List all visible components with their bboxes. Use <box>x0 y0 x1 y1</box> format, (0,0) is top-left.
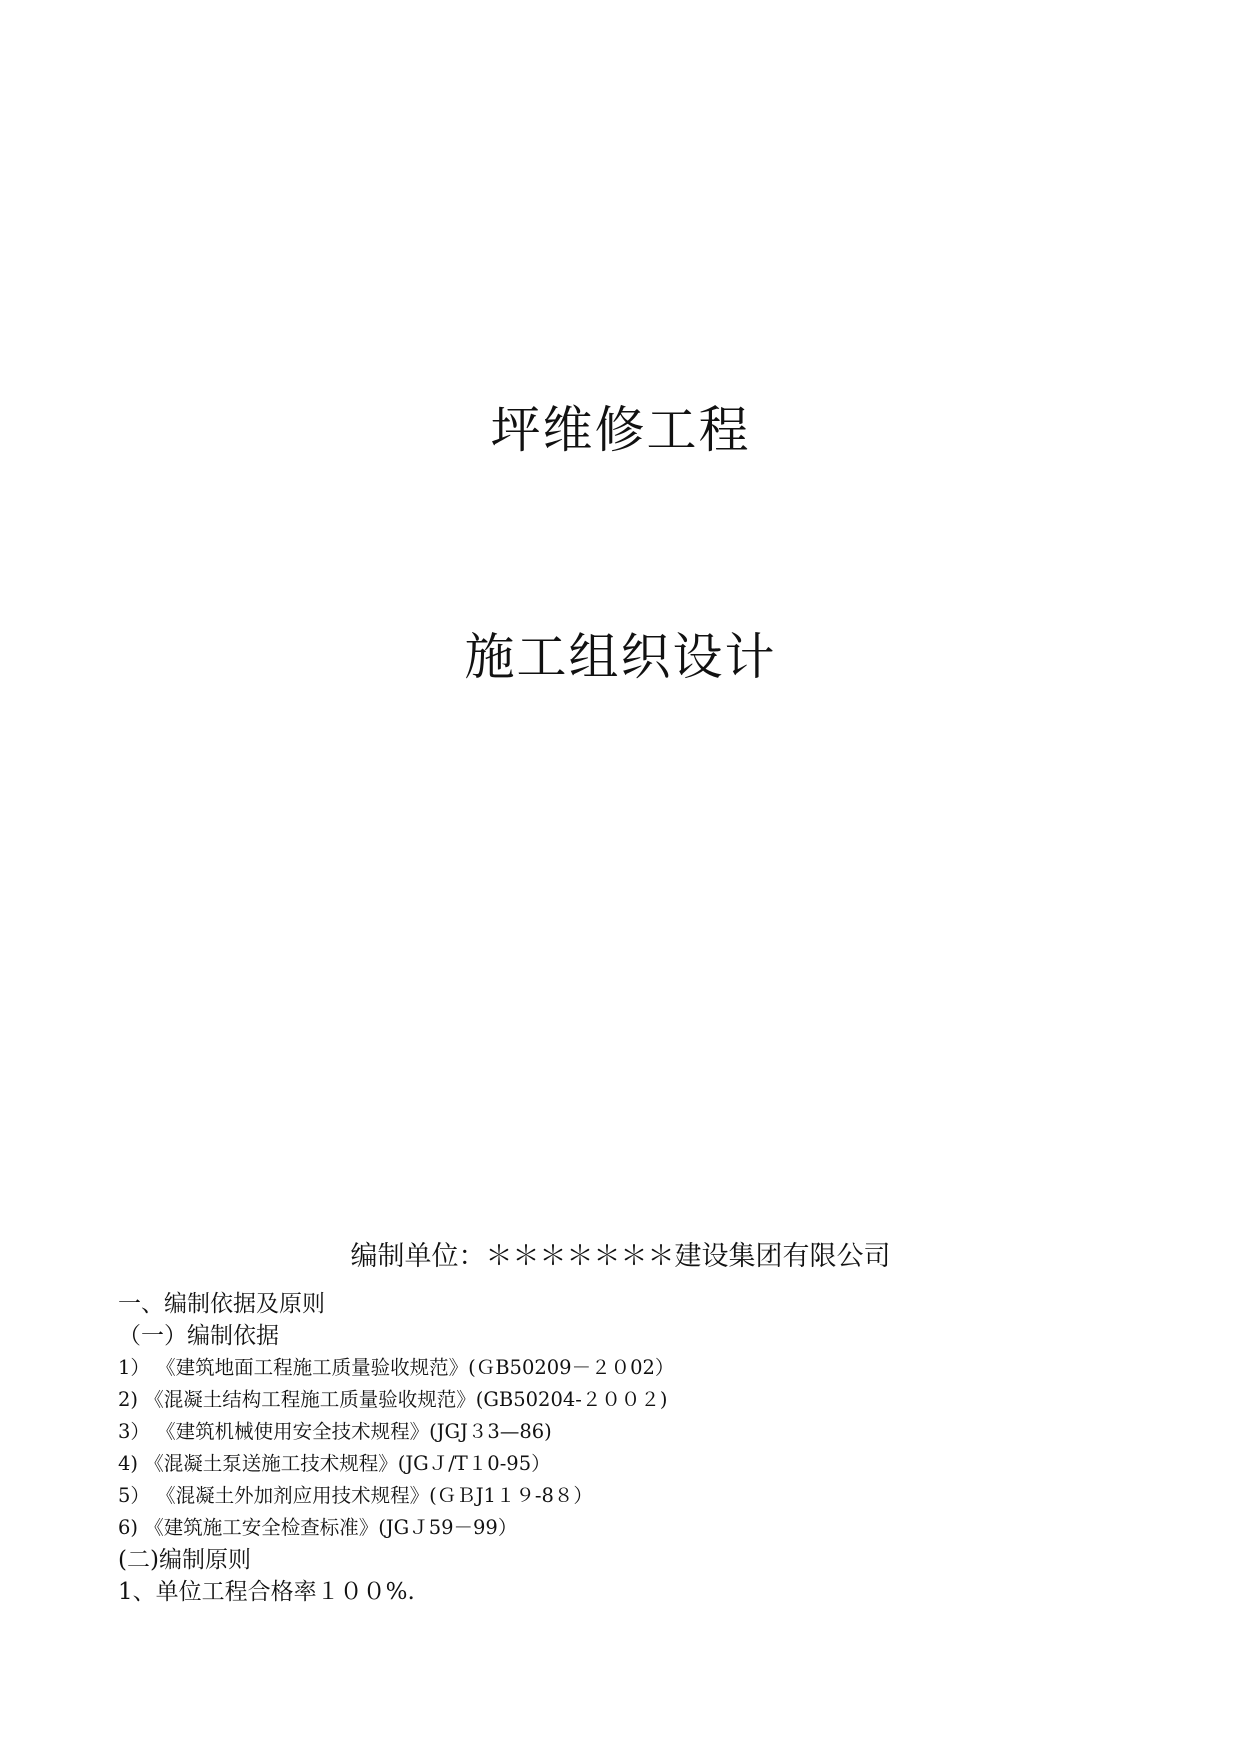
document-title: 施工组织设计 <box>464 628 777 686</box>
subsection-heading-principle: (二)编制原则 <box>118 1547 251 1573</box>
reference-item: 3） 《建筑机械使用安全技术规程》(JGJ３3—86) <box>118 1420 552 1443</box>
section-heading: 一、编制依据及原则 <box>118 1291 325 1317</box>
principle-item: 1、单位工程合格率１００%. <box>118 1579 415 1605</box>
reference-item: 4) 《混凝土泵送施工技术规程》(JGＪ/T１0-95） <box>118 1452 551 1475</box>
project-title: 坪维修工程 <box>490 401 751 459</box>
reference-item: 1） 《建筑地面工程施工质量验收规范》(ＧB50209－２０02） <box>118 1356 675 1379</box>
reference-item: 5） 《混凝土外加剂应用技术规程》(ＧＢJ1１９-8８） <box>118 1484 593 1507</box>
reference-item: 2) 《混凝土结构工程施工质量验收规范》(GB50204-２００２) <box>118 1388 668 1411</box>
document-body <box>118 1288 1168 1609</box>
compiler-unit: 编制单位：＊＊＊＊＊＊＊建设集团有限公司 <box>350 1241 891 1272</box>
subsection-heading-basis: （一）编制依据 <box>118 1323 279 1349</box>
reference-list <box>118 1352 1168 1544</box>
reference-item: 6) 《建筑施工安全检查标准》(JGＪ59－99） <box>118 1516 518 1539</box>
